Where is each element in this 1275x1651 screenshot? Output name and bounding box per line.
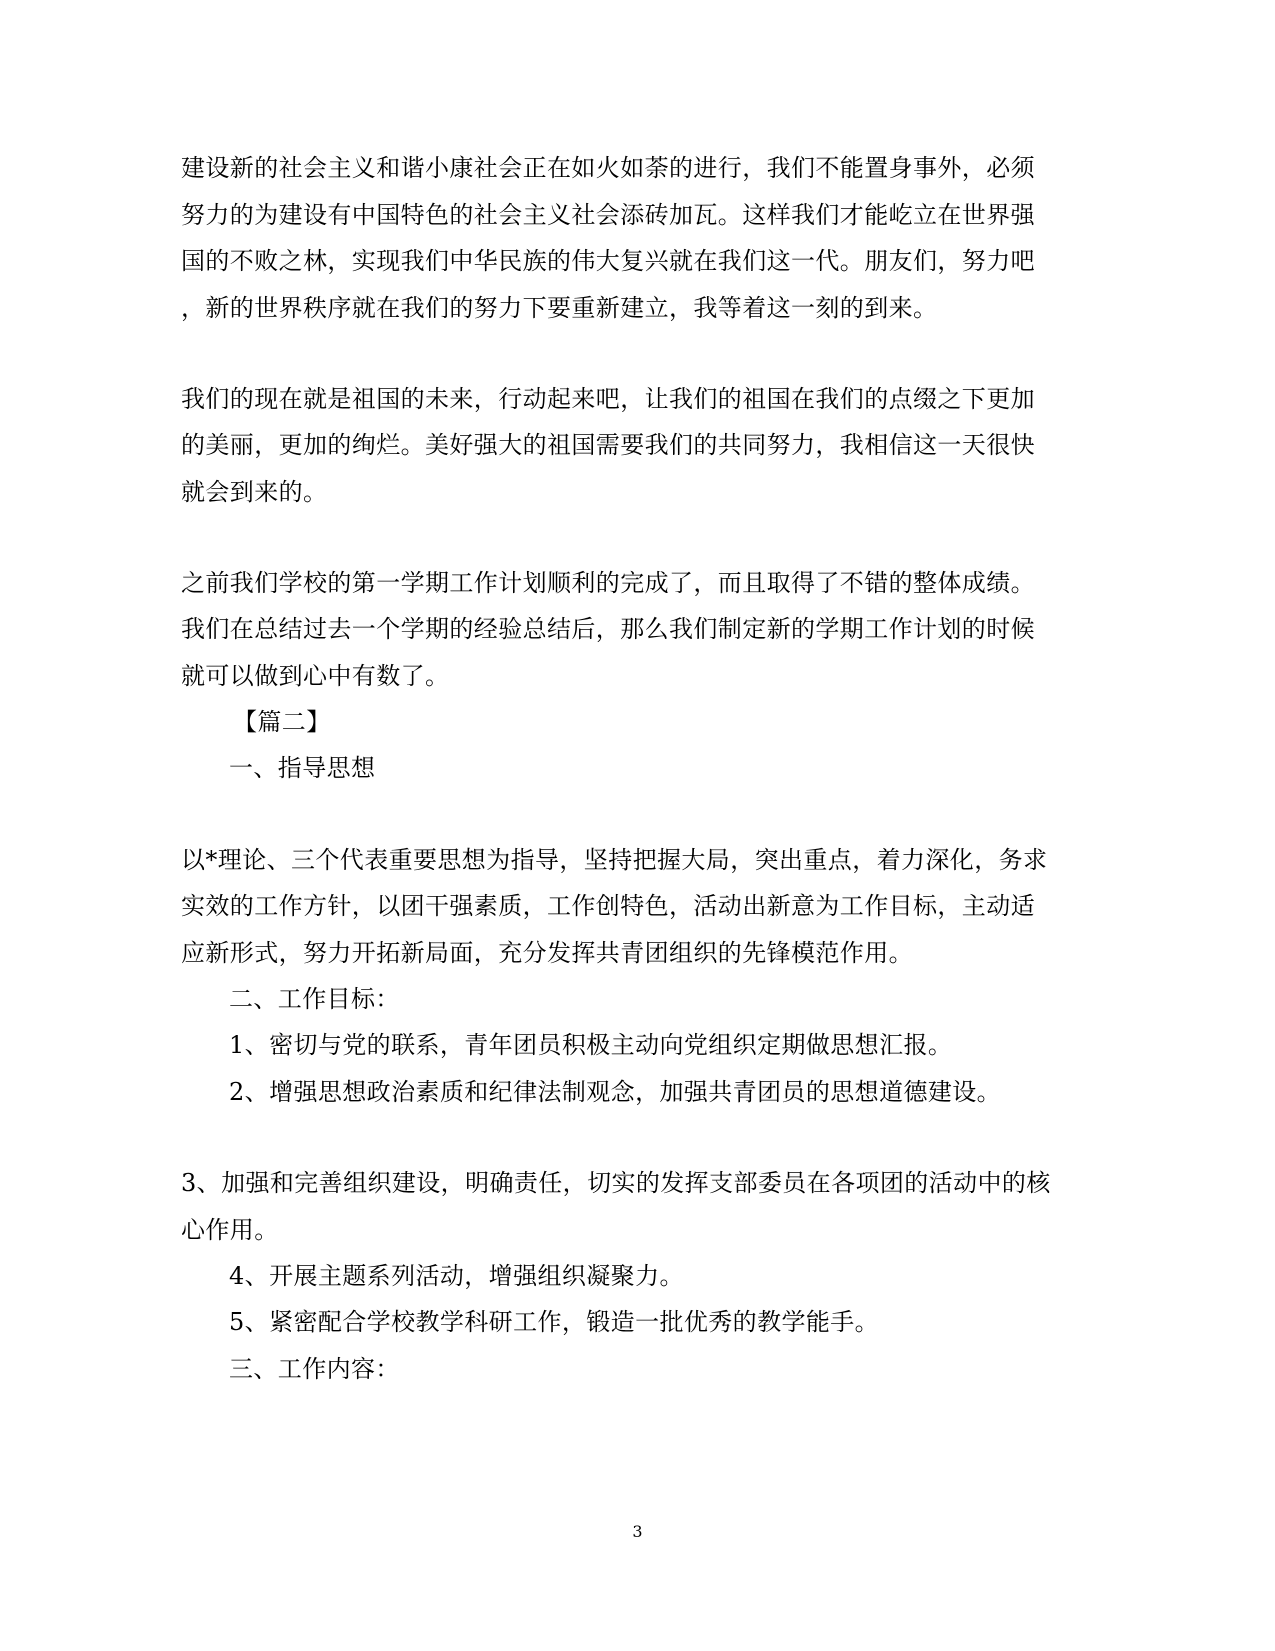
paragraph-4-line-3: 应新形式，努力开拓新局面，充分发挥共青团组织的先锋模范作用。 [181, 939, 913, 967]
goal-item-4: 4、开展主题系列活动，增强组织凝聚力。 [229, 1262, 684, 1290]
heading-guiding-ideology: 一、指导思想 [229, 754, 376, 782]
goal-item-3-line-2: 心作用。 [181, 1216, 279, 1244]
paragraph-4-line-2: 实效的工作方针，以团干强素质，工作创特色，活动出新意为工作目标，主动适 [181, 892, 1035, 920]
goal-item-5: 5、紧密配合学校教学科研工作，锻造一批优秀的教学能手。 [229, 1308, 880, 1336]
paragraph-1-line-2: 努力的为建设有中国特色的社会主义社会添砖加瓦。这样我们才能屹立在世界强 [181, 201, 1035, 229]
section-title: 【篇二】 [233, 708, 331, 736]
goal-item-1: 1、密切与党的联系，青年团员积极主动向党组织定期做思想汇报。 [229, 1031, 953, 1059]
heading-work-goals: 二、工作目标： [229, 985, 400, 1013]
paragraph-3-line-2: 我们在总结过去一个学期的经验总结后，那么我们制定新的学期工作计划的时候 [181, 615, 1035, 643]
paragraph-2-line-2: 的美丽，更加的绚烂。美好强大的祖国需要我们的共同努力，我相信这一天很快 [181, 431, 1035, 459]
paragraph-1-line-3: 国的不败之林，实现我们中华民族的伟大复兴就在我们这一代。朋友们，努力吧 [181, 247, 1035, 275]
paragraph-1-line-1: 建设新的社会主义和谐小康社会正在如火如荼的进行，我们不能置身事外，必须 [181, 154, 1035, 182]
paragraph-2-line-3: 就会到来的。 [181, 478, 328, 506]
page-number: 3 [632, 1522, 643, 1541]
paragraph-3-line-3: 就可以做到心中有数了。 [181, 662, 450, 690]
paragraph-4-line-1: 以*理论、三个代表重要思想为指导，坚持把握大局，突出重点，着力深化，务求 [181, 846, 1048, 874]
paragraph-2-line-1: 我们的现在就是祖国的未来，行动起来吧，让我们的祖国在我们的点缀之下更加 [181, 385, 1035, 413]
goal-item-3-line-1: 3、加强和完善组织建设，明确责任，切实的发挥支部委员在各项团的活动中的核 [181, 1169, 1051, 1197]
paragraph-3-line-1: 之前我们学校的第一学期工作计划顺利的完成了，而且取得了不错的整体成绩。 [181, 569, 1035, 597]
heading-work-content: 三、工作内容： [229, 1355, 400, 1383]
goal-item-2: 2、增强思想政治素质和纪律法制观念，加强共青团员的思想道德建设。 [229, 1078, 1002, 1106]
paragraph-1-line-4: ，新的世界秩序就在我们的努力下要重新建立，我等着这一刻的到来。 [181, 294, 938, 322]
